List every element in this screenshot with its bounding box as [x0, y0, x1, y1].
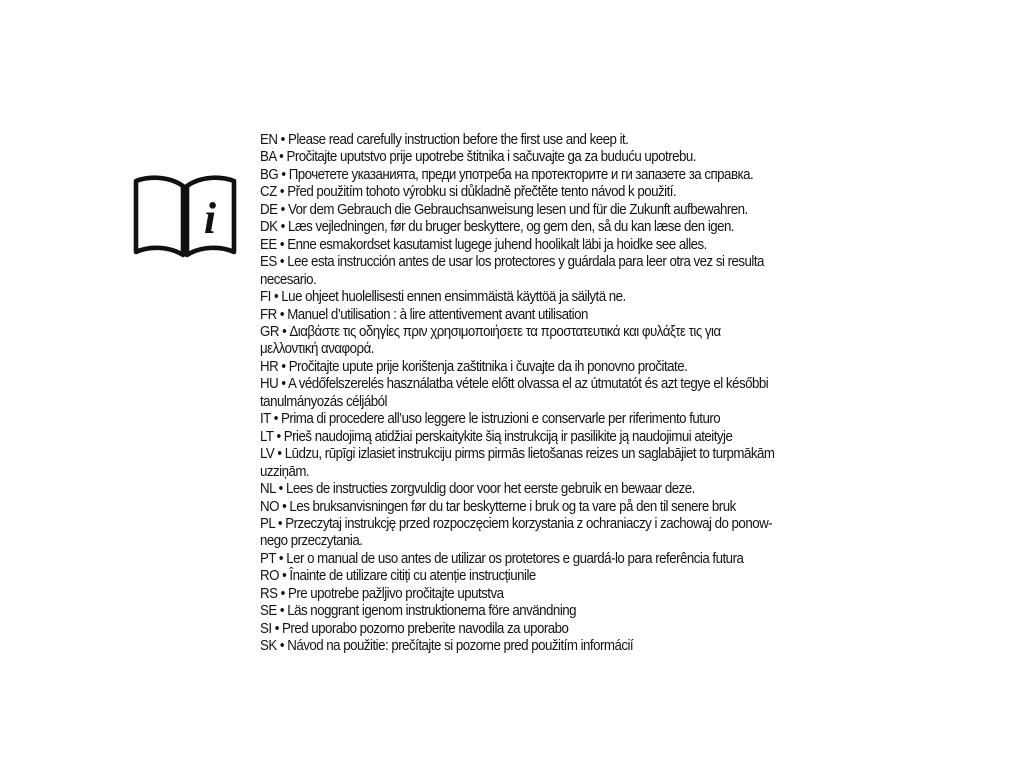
instruction-item-ee [260, 237, 855, 254]
instruction-line: BA • Pročitajte uputstvo prije upotrebe štitnika i sačuvajte ga za buduću upotrebu. [260, 149, 696, 166]
instruction-item-hu [260, 376, 855, 411]
instruction-line: LT • Prieš naudojimą atidžiai perskaitykite šią instrukciją ir pasilikite ją naudojimui ateityje [260, 428, 733, 445]
instruction-line: NO • Les bruksanvisningen før du tar beskytterne i bruk og ta vare på den til senere bruk [260, 498, 736, 515]
instruction-item-si [260, 621, 855, 638]
instruction-line: EN • Please read carefully instruction before the first use and keep it. [260, 132, 629, 148]
instruction-item-bg [260, 167, 855, 184]
instruction-item-es [260, 254, 855, 289]
instruction-line: SE • Läs noggrant igenom instruktionerna före användning [260, 603, 577, 620]
instruction-line: LV • Lūdzu, rūpīgi izlasiet instrukciju pirms pirmās lietošanas reizes un saglabājiet to turpmākām [260, 446, 775, 463]
instruction-item-ro [260, 568, 855, 585]
instruction-line: FR • Manuel d’utilisation : à lire attentivement avant utilisation [260, 306, 588, 323]
read-manual-icon [133, 172, 237, 258]
instruction-item-no [260, 499, 855, 516]
instruction-item-pt [260, 551, 855, 568]
instruction-item-se [260, 603, 855, 620]
instruction-item-fr [260, 307, 855, 324]
instruction-line: tanulmányozás céljából [260, 393, 387, 410]
instruction-line: NL • Lees de instructies zorgvuldig door voor het eerste gebruik en bewaar deze. [260, 481, 695, 498]
instruction-item-nl [260, 481, 855, 498]
instruction-item-fi [260, 289, 855, 306]
instruction-line: CZ • Před použitím tohoto výrobku si důkladně přečtěte tento návod k použití. [260, 184, 677, 201]
instruction-line: FI • Lue ohjeet huolellisesti ennen ensimmäistä käyttöä ja säilytä ne. [260, 289, 626, 306]
instruction-line: GR • Διαβάστε τις οδηγίες πριν χρησιμοποιήσετε τα προστατευτικά και φυλάξτε τις για [260, 323, 721, 340]
instruction-line: PT • Ler o manual de uso antes de utilizar os protetores e guardá-lo para referência futura [260, 550, 744, 567]
instruction-item-dk [260, 219, 855, 236]
instruction-item-hr [260, 359, 855, 376]
instruction-line: EE • Enne esmakordset kasutamist lugege juhend hoolikalt läbi ja hoidke see alles. [260, 236, 707, 253]
instruction-item-gr [260, 324, 855, 359]
instruction-line: BG • Прочетете указанията, преди употреба на протекторите и ги запазете за справка. [260, 166, 754, 183]
instruction-item-lv [260, 446, 855, 481]
instruction-line: HR • Pročitajte upute prije korištenja zaštitnika i čuvajte da ih ponovno pročitate. [260, 358, 688, 375]
instruction-line: IT • Prima di procedere all’uso leggere le istruzioni e conservarle per riferimento futuro [260, 411, 721, 428]
info-glyph: i [203, 194, 217, 243]
instruction-item-en [260, 132, 855, 149]
instruction-item-pl [260, 516, 855, 551]
instruction-line: μελλοντική αναφορά. [260, 341, 374, 358]
instruction-line: RS • Pre upotrebe pažljivo pročitajte uputstva [260, 585, 504, 602]
instruction-line: DE • Vor dem Gebrauch die Gebrauchsanweisung lesen und für die Zukunft aufbewahren. [260, 201, 748, 218]
instruction-item-rs [260, 586, 855, 603]
instruction-item-sk [260, 638, 855, 655]
instruction-line: uzziņām. [260, 463, 310, 480]
instruction-line: PL • Przeczytaj instrukcję przed rozpoczęciem korzystania z ochraniaczy i zachowaj do ponow- [260, 515, 773, 532]
instruction-line: ES • Lee esta instrucción antes de usar los protectores y guárdala para leer otra vez si resulta [260, 254, 764, 271]
instruction-item-ba [260, 149, 855, 166]
instruction-item-de [260, 202, 855, 219]
instruction-item-it [260, 411, 855, 428]
instruction-item-cz [260, 184, 855, 201]
instruction-list [260, 132, 855, 656]
instruction-line: nego przeczytania. [260, 533, 363, 550]
instruction-line: RO • Înainte de utilizare citiți cu atenție instrucțiunile [260, 568, 536, 585]
instruction-line: necesario. [260, 271, 317, 288]
instruction-line: SK • Návod na použitie: prečítajte si pozorne pred použitím informácií [260, 638, 634, 655]
instruction-line: SI • Pred uporabo pozorno preberite navodila za uporabo [260, 620, 569, 637]
instruction-line: HU • A védőfelszerelés használatba vétele előtt olvassa el az útmutatót és azt tegye el későbbi [260, 376, 769, 393]
instruction-item-lt [260, 429, 855, 446]
instruction-line: DK • Læs vejledningen, før du bruger beskyttere, og gem den, så du kan læse den igen. [260, 219, 735, 236]
